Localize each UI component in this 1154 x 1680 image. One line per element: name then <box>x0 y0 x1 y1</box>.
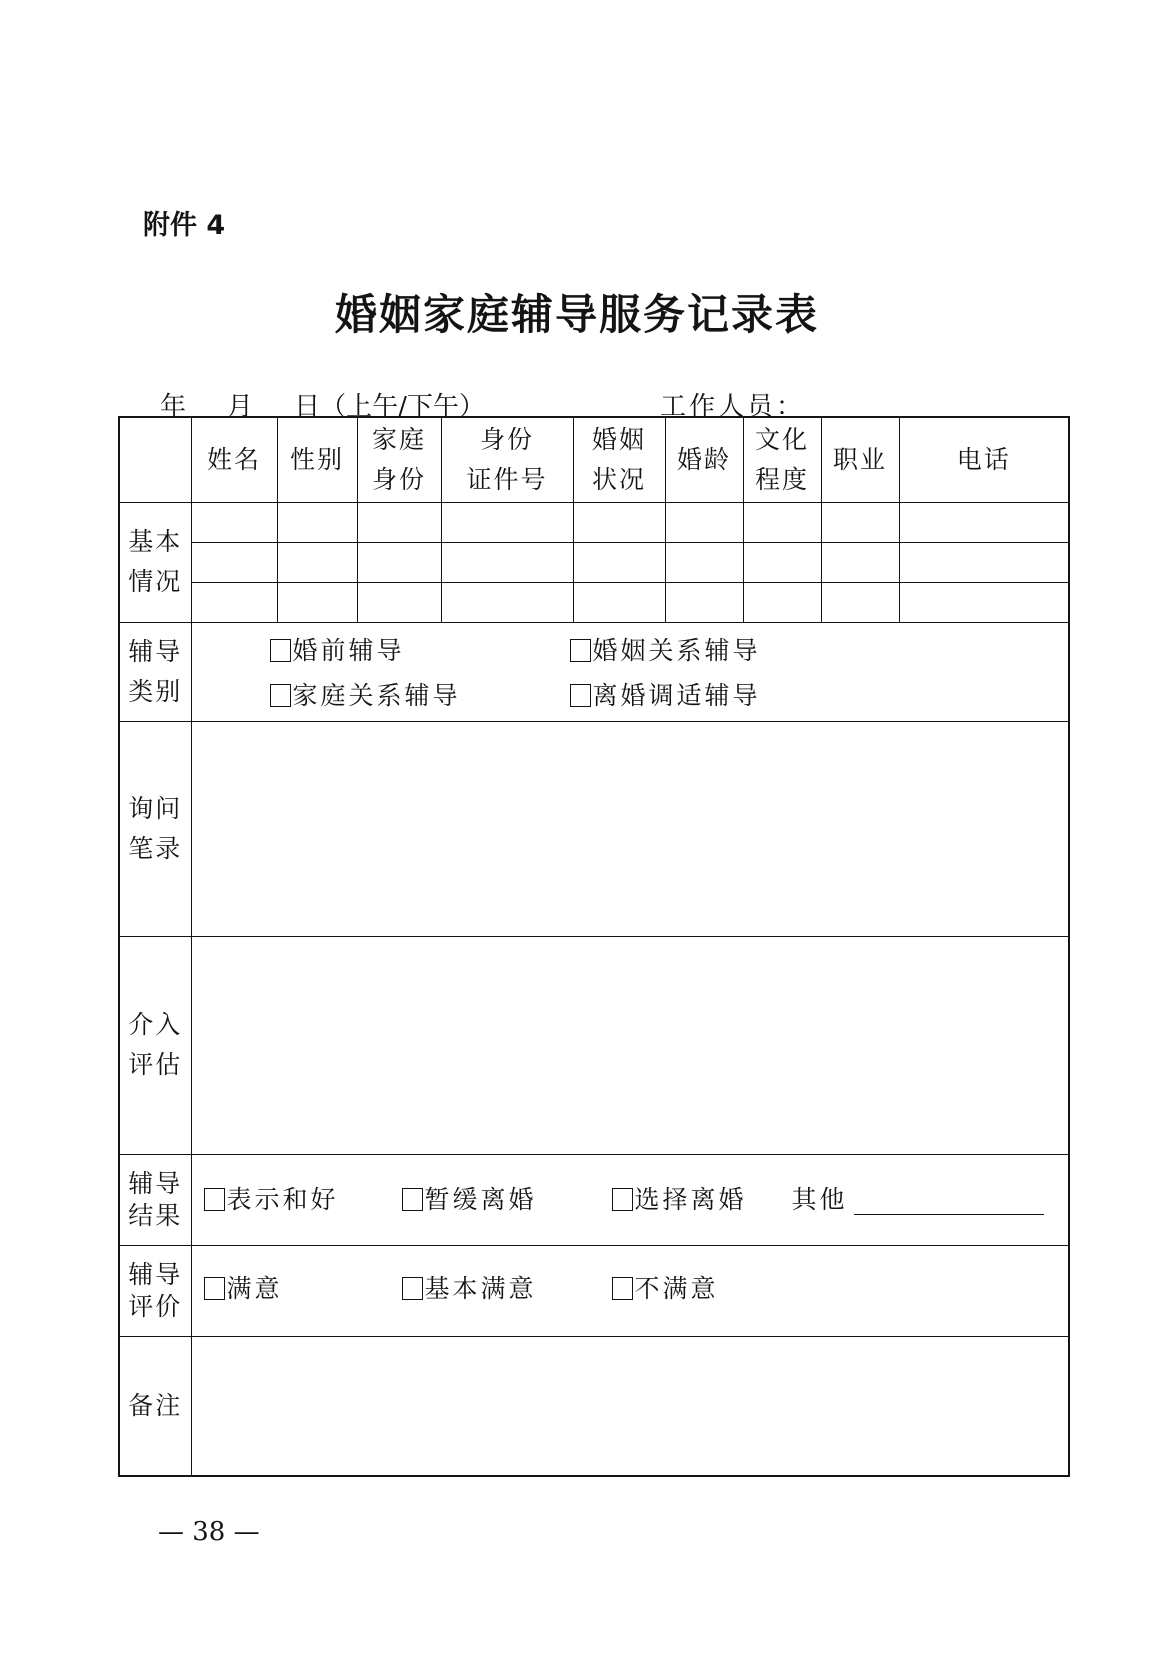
col-header-id-number: 身份 证件号 <box>441 417 573 502</box>
counseling-type-row <box>119 622 1069 721</box>
row-label-inquiry: 询问 笔录 <box>119 721 191 936</box>
inquiry-notes-field[interactable] <box>191 721 1069 936</box>
remark-row <box>119 1336 1069 1476</box>
assessment-field[interactable] <box>191 936 1069 1154</box>
header-row <box>119 417 1069 502</box>
option-choose-divorce[interactable]: 选择离婚 <box>612 1185 747 1215</box>
row-label-remark: 备注 <box>119 1336 191 1476</box>
basic-cell[interactable] <box>191 502 277 542</box>
checkbox[interactable] <box>270 639 291 662</box>
basic-cell[interactable] <box>665 502 743 542</box>
option-premarital[interactable]: 婚前辅导 <box>270 636 405 666</box>
row-label-counseling-type: 辅导 类别 <box>119 622 191 721</box>
checkbox[interactable] <box>402 1277 423 1300</box>
checkbox[interactable] <box>204 1188 225 1211</box>
checkbox[interactable] <box>612 1277 633 1300</box>
counseling-type-options <box>191 622 1069 721</box>
option-divorce-adjustment[interactable]: 离婚调适辅导 <box>570 681 761 711</box>
corner-cell <box>119 417 191 502</box>
attachment-label: 附件 4 <box>143 210 226 241</box>
row-label-basic-info: 基本 情况 <box>119 502 191 622</box>
basic-cell[interactable] <box>191 582 277 622</box>
basic-cell[interactable] <box>573 582 665 622</box>
option-marital-relationship[interactable]: 婚姻关系辅导 <box>570 636 761 666</box>
record-table <box>118 416 1070 1477</box>
col-header-education: 文化 程度 <box>743 417 821 502</box>
basic-cell[interactable] <box>357 582 441 622</box>
col-header-name: 姓名 <box>191 417 277 502</box>
basic-cell[interactable] <box>573 502 665 542</box>
option-other[interactable]: 其他 <box>792 1185 1044 1215</box>
page-number: — 38 — <box>158 1517 260 1547</box>
checkbox[interactable] <box>402 1188 423 1211</box>
col-header-gender: 性别 <box>277 417 357 502</box>
row-label-assessment: 介入 评估 <box>119 936 191 1154</box>
basic-cell[interactable] <box>191 542 277 582</box>
col-header-phone: 电话 <box>899 417 1069 502</box>
basic-cell[interactable] <box>743 542 821 582</box>
checkbox[interactable] <box>204 1277 225 1300</box>
option-basically-satisfied[interactable]: 基本满意 <box>402 1274 537 1304</box>
basic-info-row <box>119 582 1069 622</box>
col-header-marriage-years: 婚龄 <box>665 417 743 502</box>
col-header-marital-status: 婚姻 状况 <box>573 417 665 502</box>
option-reconcile[interactable]: 表示和好 <box>204 1185 339 1215</box>
evaluation-options <box>191 1245 1069 1336</box>
basic-cell[interactable] <box>821 582 899 622</box>
basic-cell[interactable] <box>573 542 665 582</box>
basic-cell[interactable] <box>357 502 441 542</box>
checkbox[interactable] <box>570 684 591 707</box>
col-header-occupation: 职业 <box>821 417 899 502</box>
basic-cell[interactable] <box>441 502 573 542</box>
basic-cell[interactable] <box>441 542 573 582</box>
assessment-row <box>119 936 1069 1154</box>
basic-cell[interactable] <box>277 502 357 542</box>
checkbox[interactable] <box>270 684 291 707</box>
checkbox[interactable] <box>612 1188 633 1211</box>
checkbox[interactable] <box>570 639 591 662</box>
result-row <box>119 1154 1069 1245</box>
row-label-evaluation: 辅导 评价 <box>119 1245 191 1336</box>
evaluation-row <box>119 1245 1069 1336</box>
option-satisfied[interactable]: 满意 <box>204 1274 283 1304</box>
basic-cell[interactable] <box>277 582 357 622</box>
col-header-family-role: 家庭 身份 <box>357 417 441 502</box>
basic-cell[interactable] <box>899 502 1069 542</box>
row-label-result: 辅导 结果 <box>119 1154 191 1245</box>
form-title: 婚姻家庭辅导服务记录表 <box>334 290 819 339</box>
option-dissatisfied[interactable]: 不满意 <box>612 1274 719 1304</box>
basic-cell[interactable] <box>743 502 821 542</box>
date-line: 年 月 日（上午/下午） <box>160 392 485 422</box>
basic-cell[interactable] <box>665 542 743 582</box>
basic-cell[interactable] <box>899 582 1069 622</box>
result-options <box>191 1154 1069 1245</box>
basic-cell[interactable] <box>441 582 573 622</box>
remark-field[interactable] <box>191 1336 1069 1476</box>
basic-info-row <box>119 502 1069 542</box>
staff-label: 工作人员： <box>660 392 806 422</box>
basic-cell[interactable] <box>899 542 1069 582</box>
basic-cell[interactable] <box>743 582 821 622</box>
other-blank-line[interactable] <box>854 1188 1044 1215</box>
option-postpone-divorce[interactable]: 暂缓离婚 <box>402 1185 537 1215</box>
inquiry-row <box>119 721 1069 936</box>
basic-cell[interactable] <box>821 542 899 582</box>
basic-cell[interactable] <box>821 502 899 542</box>
basic-cell[interactable] <box>665 582 743 622</box>
basic-cell[interactable] <box>277 542 357 582</box>
basic-info-row <box>119 542 1069 582</box>
basic-cell[interactable] <box>357 542 441 582</box>
option-family-relationship[interactable]: 家庭关系辅导 <box>270 681 461 711</box>
